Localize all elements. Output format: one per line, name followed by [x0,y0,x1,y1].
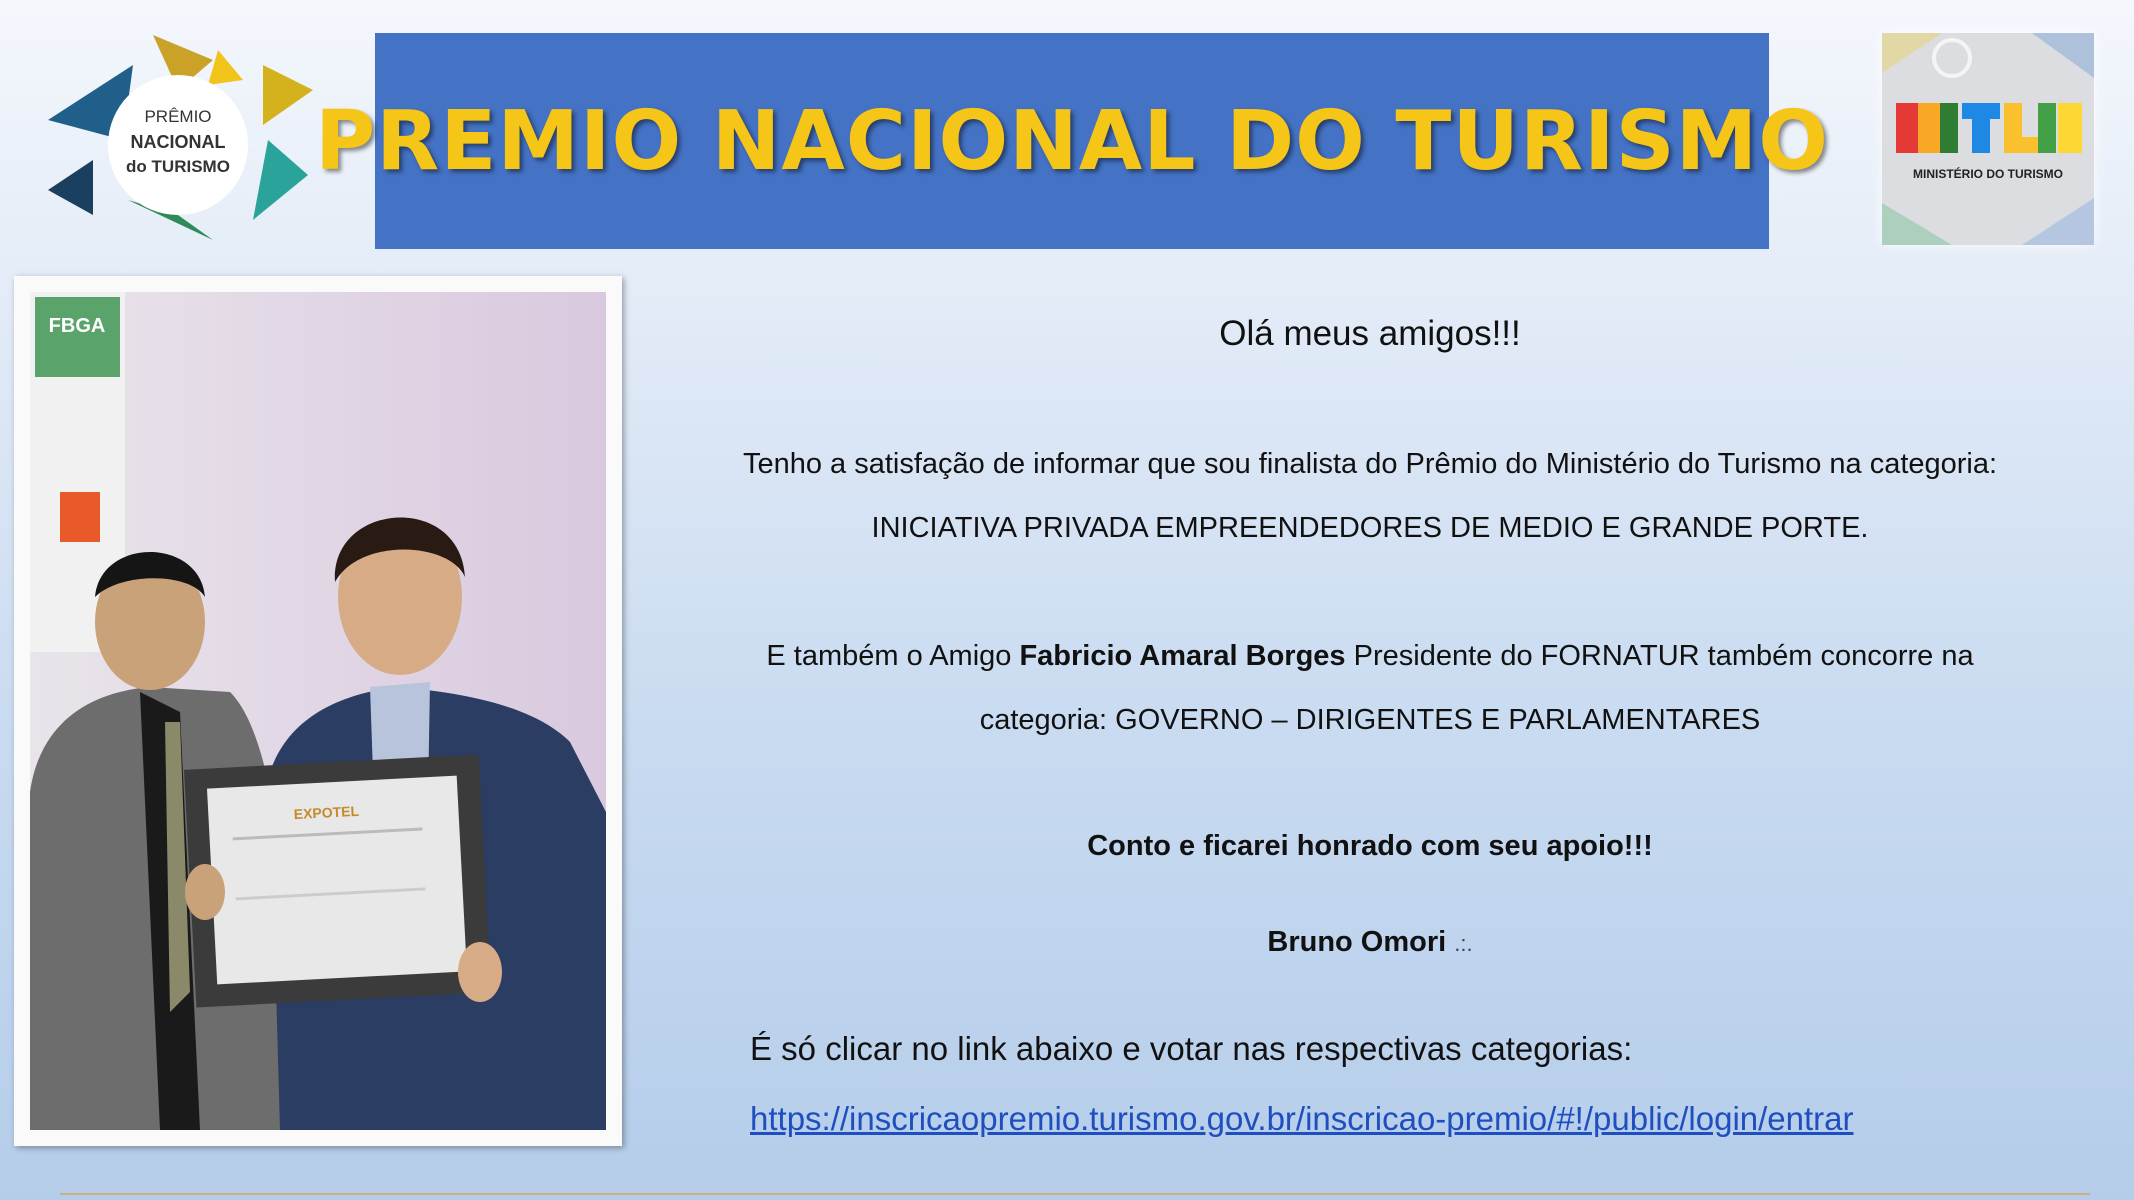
logo-text-premio: PRÊMIO [144,107,212,126]
support-message: Conto e ficarei honrado com seu apoio!!! [1087,830,1653,862]
logo-text-nacional: NACIONAL [130,132,226,152]
vote-instruction: É só clicar no link abaixo e votar nas respectivas categorias: [750,1030,1633,1067]
event-photo [30,292,606,1130]
highlighted-name: Fabricio Amaral Borges [1019,640,1346,672]
bottom-divider [60,1193,2090,1195]
signature [700,926,2040,959]
plaque-text: EXPOTEL [293,802,360,823]
paragraph2-suffix: Presidente do FORNATUR também concorre na categoria: GOVERNO – DIRIGENTES E PARLAMENTARES [979,640,1974,736]
page-title: PREMIO NACIONAL DO TURISMO [315,93,1829,189]
mtur-logo [1882,33,2094,245]
logo-text-turismo: do TURISMO [126,157,230,176]
photo-frame [14,276,622,1146]
title-banner [315,33,1829,249]
paragraph-fornatur [700,624,2040,752]
mtur-caption: MINISTÉRIO DO TURISMO [1913,167,2063,181]
vote-link[interactable]: https://inscricaopremio.turismo.gov.br/inscricao-premio/#!/public/login/entrar [750,1100,1854,1137]
paragraph-finalist: Tenho a satisfação de informar que sou finalista do Prêmio do Ministério do Turismo na categoria: INICIATIVA PRIVADA EMPREENDEDORES DE MEDIO E GRANDE PORTE. [742,448,1998,544]
paragraph2-prefix: E também o Amigo [766,640,1020,672]
signature-mark: .:. [1454,931,1473,956]
greeting: Olá meus amigos!!! [1219,314,1521,353]
premio-nacional-logo [38,30,323,255]
signature-name: Bruno Omori [1267,926,1447,958]
photo-sign-text: FBGA [48,315,106,337]
